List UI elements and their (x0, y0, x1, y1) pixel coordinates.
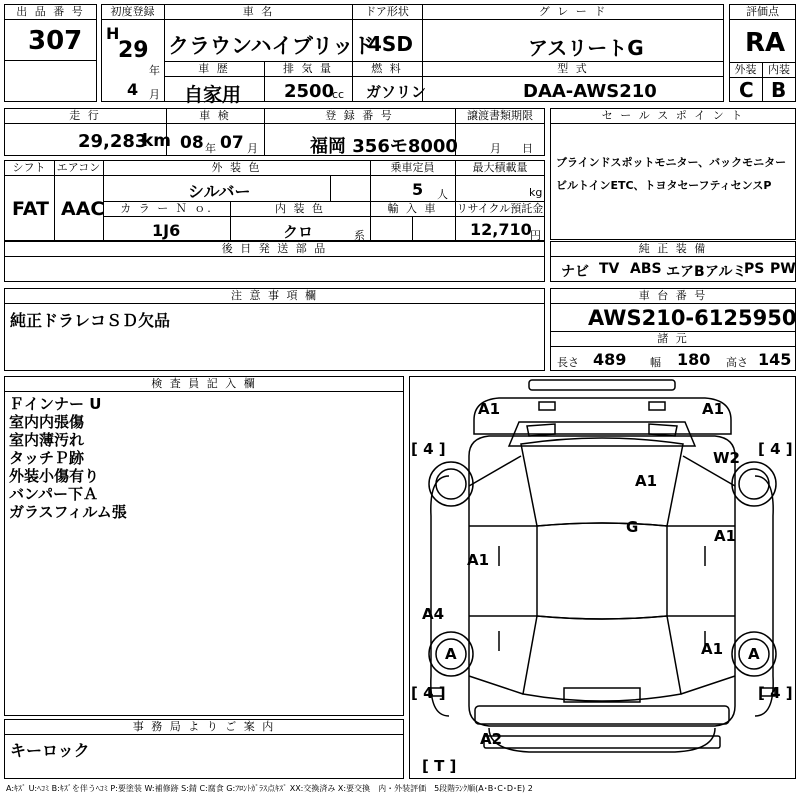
sales-label: セ ー ル ス ポ イ ン ト (601, 109, 745, 122)
equip-navi: ナビ (561, 264, 589, 280)
reg-year: 29 (118, 38, 149, 63)
inspector-line-6: バンパー下Ａ (9, 485, 98, 503)
height-value: 145 (758, 350, 792, 369)
mark-rear-bumper: A2 (480, 730, 503, 748)
interior-label: 内装 (768, 63, 790, 76)
inspector-line-4: タッチＰ跡 (9, 449, 85, 467)
reg-month-unit: 月 (149, 88, 160, 101)
length-label: 長さ (557, 356, 579, 369)
displacement-label: 排 気 量 (283, 62, 333, 75)
mileage: 29,283 (78, 131, 148, 152)
score-label: 評価点 (746, 5, 779, 18)
import-label: 輸 入 車 (387, 202, 438, 215)
inspection-month-unit: 月 (247, 142, 258, 155)
inspector-line-3: 室内薄汚れ (9, 431, 85, 449)
spec-label: 諸 元 (657, 332, 689, 345)
color-no-label: カ ラ ー Ｎ ｏ. (120, 202, 213, 215)
mark-front-left: A1 (478, 400, 501, 418)
reg-month: 4 (127, 80, 139, 99)
ac: AAC (61, 198, 105, 220)
equip-tv: TV (599, 261, 620, 277)
lot-label: 出 品 番 号 (5, 5, 96, 20)
door-label: ドア形状 (365, 5, 409, 18)
equip-ps: PS (744, 261, 765, 277)
history: 自家用 (184, 84, 242, 106)
tire-front-left: [ 4 ] (411, 440, 446, 458)
inspector-line-5: 外装小傷有り (9, 467, 100, 485)
ac-label: エアコン (56, 161, 101, 174)
fuel: ガソリン (366, 83, 427, 101)
model-label: 型 式 (557, 62, 589, 75)
score: RA (745, 28, 786, 58)
shift: FAT (12, 198, 49, 220)
era: H (106, 24, 120, 43)
first-reg-label: 初度登録 (110, 5, 155, 18)
cc-unit: cc (332, 88, 345, 101)
reg-no-label: 登 録 番 号 (325, 109, 394, 122)
capacity-unit: 人 (437, 188, 448, 201)
notes-label: 注 意 事 項 欄 (231, 289, 318, 302)
recycle-fee: 12,710 (470, 220, 532, 239)
sales-point-1: ブラインドスポットモニター、バックモニター (556, 156, 787, 169)
chassis-number: AWS210-6125950 (588, 306, 797, 330)
mark-fender-right: W2 (713, 449, 740, 467)
wheel-mark-left: A (445, 645, 457, 663)
shift-label: シフト (12, 161, 46, 174)
inspection-year-unit: 年 (205, 142, 216, 155)
mileage-label: 走 行 (69, 109, 101, 122)
load-label: 最大積載量 (472, 161, 528, 174)
mark-glass: G (626, 518, 639, 536)
office-text: キーロック (10, 741, 90, 760)
tire-rear-left: [ 4 ] (411, 684, 446, 702)
lot-number: 307 (28, 26, 83, 56)
int-color: クロ (283, 223, 314, 241)
history-label: 車 歴 (198, 62, 230, 75)
mark-left-rear: A4 (422, 605, 445, 623)
fuel-label: 燃 料 (371, 62, 403, 75)
equip-pw: PW (770, 261, 796, 277)
length-value: 489 (593, 350, 627, 369)
recycle-label: リサイクル預託金 (456, 202, 544, 215)
exterior-grade: C (739, 78, 754, 102)
notes-text: 純正ドラレコＳＤ欠品 (10, 311, 171, 330)
inspection-label: 車 検 (199, 109, 231, 122)
exterior-label: 外装 (734, 63, 757, 76)
mark-right-front-door: A1 (714, 527, 737, 545)
car-name: クラウンハイブリッド (168, 34, 375, 58)
inspection-year: 08 (180, 133, 204, 153)
sales-point-2: ビルトインETC、トヨタセーフティセンスP (556, 179, 772, 192)
interior-grade: B (771, 78, 787, 102)
mark-front-right: A1 (702, 400, 725, 418)
capacity-label: 乗車定員 (390, 161, 435, 174)
door-type: 4SD (368, 32, 413, 56)
sales-box (550, 108, 796, 240)
color-no: 1J6 (152, 221, 181, 240)
recycle-unit: 円 (530, 229, 541, 242)
chassis-label: 車 台 番 号 (638, 289, 708, 302)
equip-abs: ABS (630, 261, 662, 277)
reg-no: 福岡 356モ8000 (310, 136, 458, 157)
mark-left-door: A1 (467, 551, 490, 569)
tire-front-right: [ 4 ] (758, 440, 793, 458)
grade-label: グ レ ー ド (538, 5, 608, 18)
transfer-label: 譲渡書類期限 (467, 109, 533, 122)
width-value: 180 (677, 350, 711, 369)
transfer-day: 日 (522, 142, 533, 155)
equipment-label: 純 正 装 備 (638, 242, 708, 255)
load-unit: kg (529, 186, 543, 199)
mark-right-rear: A1 (701, 640, 724, 658)
mileage-unit: km (142, 131, 172, 151)
model: DAA-AWS210 (523, 81, 657, 102)
car-name-label: 車 名 (242, 5, 275, 18)
displacement: 2500 (284, 81, 335, 102)
tire-rear-right: [ 4 ] (758, 684, 793, 702)
equip-alumi: アルミ (705, 264, 747, 280)
grade: アスリートG (528, 36, 644, 60)
inspector-label: 検 査 員 記 入 欄 (151, 377, 257, 390)
capacity: 5 (412, 180, 424, 199)
office-label: 事 務 局 よ り ご 案 内 (132, 720, 276, 733)
car-diagram (409, 376, 796, 779)
inspector-line-2: 室内内張傷 (9, 413, 85, 431)
legend: A:ｷｽﾞ U:ﾍｺﾐ B:ｷｽﾞを伴うﾍｺﾐ P:要塗装 W:補修跡 S:錆 C:腐食 G:ﾌﾛﾝﾄｶﾞﾗｽ点ｷｽﾞ XX:交換済み X:要交換 内・外装評価 5段階ﾗﾝｸ順(A･B･C･D･E) 2 (6, 784, 533, 793)
ext-color-label: 外 装 色 (211, 161, 262, 174)
later-parts-label: 後 日 発 送 部 品 (221, 242, 328, 255)
transfer-month: 月 (490, 142, 501, 155)
reg-year-unit: 年 (149, 64, 160, 77)
height-label: 高さ (726, 356, 748, 369)
ext-color: シルバー (188, 182, 251, 201)
mark-hood: A1 (635, 472, 658, 490)
tire-spare: [ T ] (422, 757, 457, 775)
wheel-mark-right: A (748, 645, 760, 663)
int-color-label: 内 装 色 (275, 202, 325, 215)
equip-airbag: エアB (666, 264, 705, 280)
inspection-month: 07 (220, 133, 244, 153)
int-color-unit: 系 (354, 229, 365, 242)
inspector-line-1: Ｆインナー U (9, 395, 102, 413)
inspector-line-7: ガラスフィルム張 (9, 503, 127, 521)
width-label: 幅 (650, 356, 661, 369)
